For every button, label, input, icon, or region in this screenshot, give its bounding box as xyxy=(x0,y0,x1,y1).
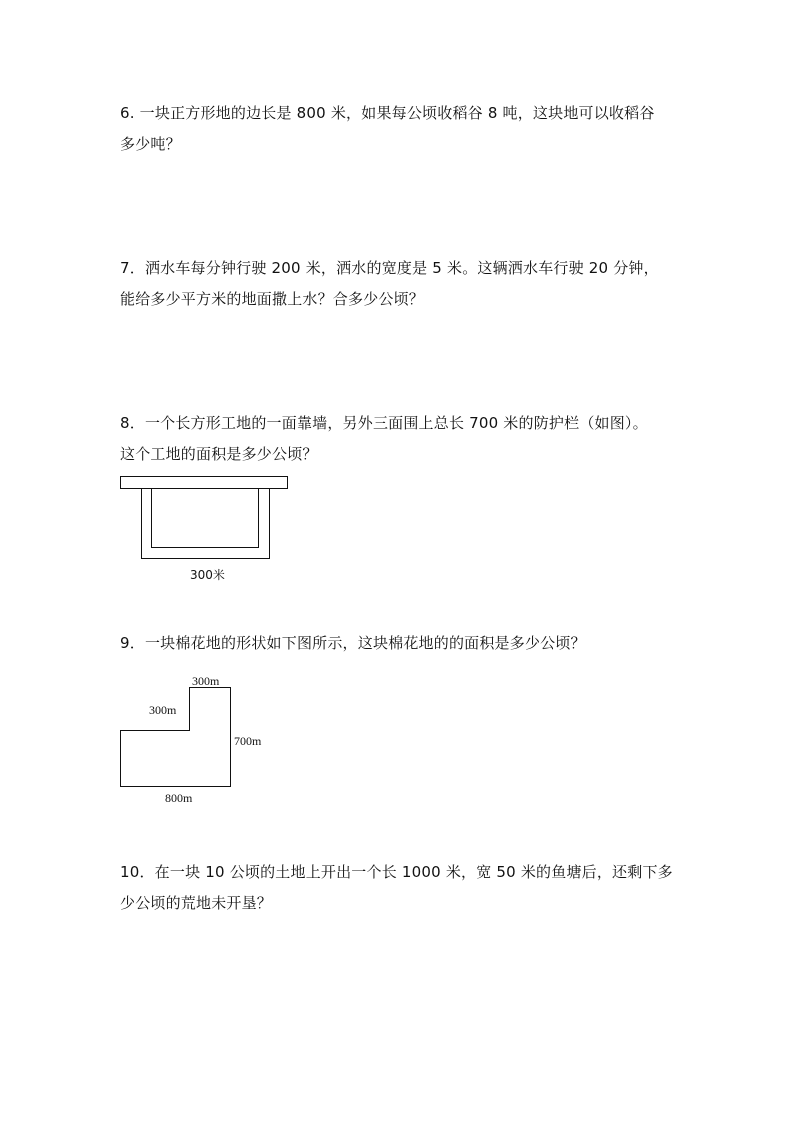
q9-line-1: 9．一块棉花地的形状如下图所示，这块棉花地的的面积是多少公顷？ xyxy=(120,634,586,652)
q10-line-1: 10．在一块 10 公顷的土地上开出一个长 1000 米，宽 50 米的鱼塘后，还剩下多 xyxy=(120,863,673,881)
q8-line-2: 这个工地的面积是多少公顷？ xyxy=(120,445,318,463)
q7-line-2: 能给多少平方米的地面撒上水？合多少公顷？ xyxy=(120,290,425,308)
q9-right-label: 700m xyxy=(234,734,262,748)
q6-line-1: 6. 一块正方形地的边长是 800 米，如果每公顷收稻谷 8 吨，这块地可以收稻谷 xyxy=(120,104,655,122)
q9-step-label: 300m xyxy=(149,703,177,717)
q8-line-1: 8．一个长方形工地的一面靠墙，另外三面围上总长 700 米的防护栏（如图）。 xyxy=(120,414,648,432)
q7-line-1: 7．洒水车每分钟行驶 200 米，洒水的宽度是 5 米。这辆洒水车行驶 20 分钟， xyxy=(120,259,659,277)
q10-line-2: 少公顷的荒地未开垦？ xyxy=(120,894,273,912)
q9-bottom-label: 800m xyxy=(165,791,193,805)
q9-top-label: 300m xyxy=(192,674,220,688)
q8-bottom-label: 300米 xyxy=(190,568,225,582)
q6-line-2: 多少吨？ xyxy=(120,135,181,153)
